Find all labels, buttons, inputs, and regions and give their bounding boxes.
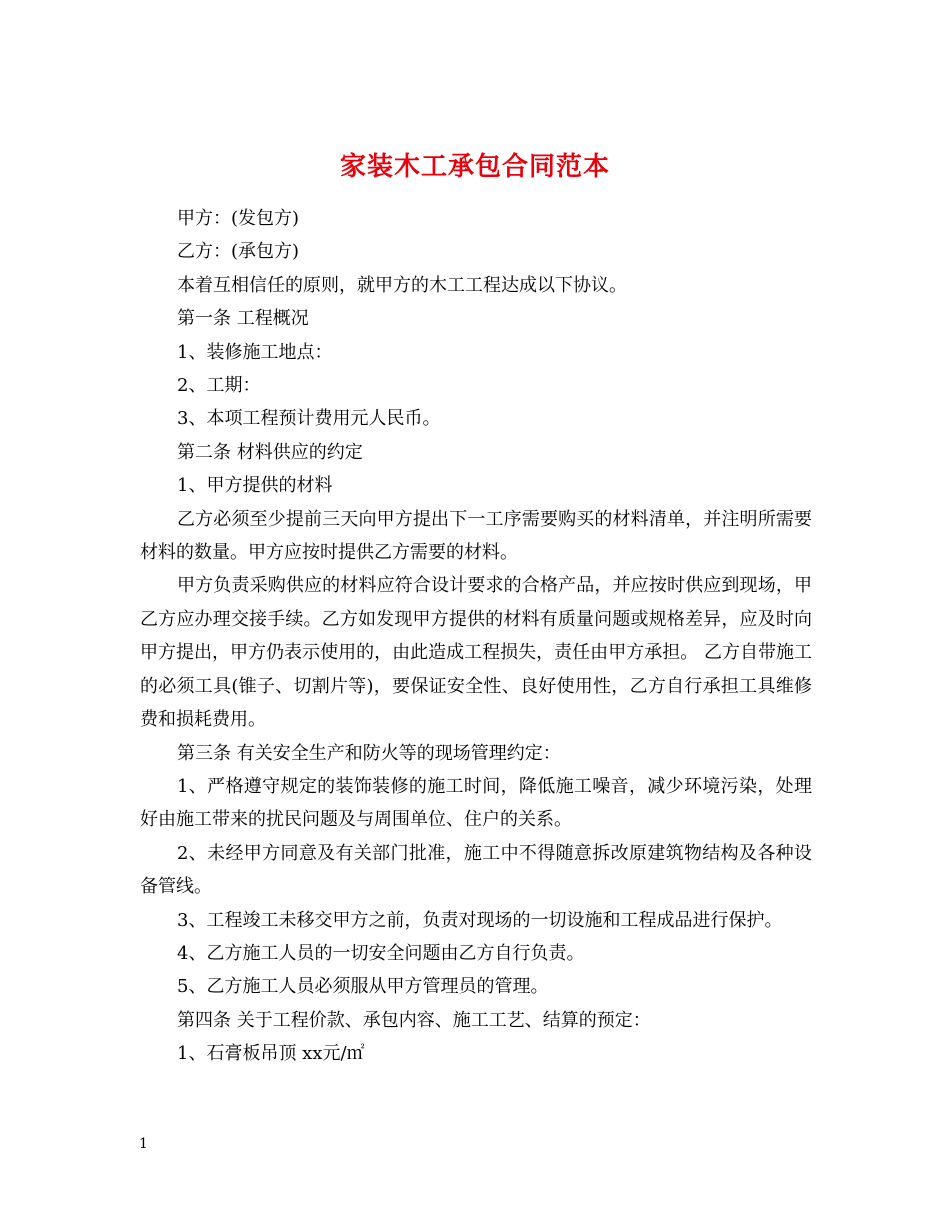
article-3-heading: 第三条 有关安全生产和防火等的现场管理约定： (177, 742, 561, 764)
article-2-paragraph-1: 乙方必须至少提前三天向甲方提出下一工序需要购买的材料清单，并注明所需要材料的数量。甲方应按时提供乙方需要的材料。 (140, 508, 812, 564)
article-3-item-5: 5、乙方施工人员必须服从甲方管理员的管理。 (177, 976, 549, 998)
document-body (140, 202, 812, 1071)
article-1-item-3: 3、本项工程预计费用元人民币。 (177, 408, 441, 430)
article-1-item-1: 1、装修施工地点： (177, 341, 333, 363)
article-4-item-1: 1、石膏板吊顶 xx元/㎡ (177, 1043, 365, 1065)
agreement-intro: 本着互相信任的原则，就甲方的木工工程达成以下协议。 (177, 274, 627, 296)
party-a-line: 甲方：(发包方) (177, 208, 300, 229)
page-number: 1 (139, 1136, 148, 1152)
article-3-item-2: 2、未经甲方同意及有关部门批准，施工中不得随意拆改原建筑物结构及各种设备管线。 (140, 842, 812, 898)
article-3-item-1: 1、严格遵守规定的装饰装修的施工时间，降低施工噪音，减少环境污染，处理好由施工带来的扰民问题及与周围单位、住户的关系。 (140, 775, 812, 831)
article-2-heading: 第二条 材料供应的约定 (177, 441, 363, 463)
article-3-item-3: 3、工程竣工未移交甲方之前，负责对现场的一切设施和工程成品进行保护。 (177, 909, 783, 931)
article-4-heading: 第四条 关于工程价款、承包内容、施工工艺、结算的预定： (177, 1009, 651, 1031)
article-1-item-2: 2、工期： (177, 375, 261, 397)
article-2-item-1: 1、甲方提供的材料 (177, 475, 333, 497)
party-b-line: 乙方：(承包方) (177, 241, 300, 263)
article-2-paragraph-2: 甲方负责采购供应的材料应符合设计要求的合格产品，并应按时供应到现场，甲乙方应办理交接手续。乙方如发现甲方提供的材料有质量问题或规格差异，应及时向甲方提出，甲方仍表示使用的，由此造成工程损失，责任由甲方承担。 乙方自带施工的必须工具(锥子、切割片等)，要保证安全性、良好使用性，乙方自行承担工具维修费和损耗费用。 (140, 575, 812, 731)
article-3-item-4: 4、乙方施工人员的一切安全问题由乙方自行负责。 (177, 942, 585, 964)
document-title: 家装木工承包合同范本 (339, 152, 610, 183)
article-1-heading: 第一条 工程概况 (177, 308, 309, 330)
